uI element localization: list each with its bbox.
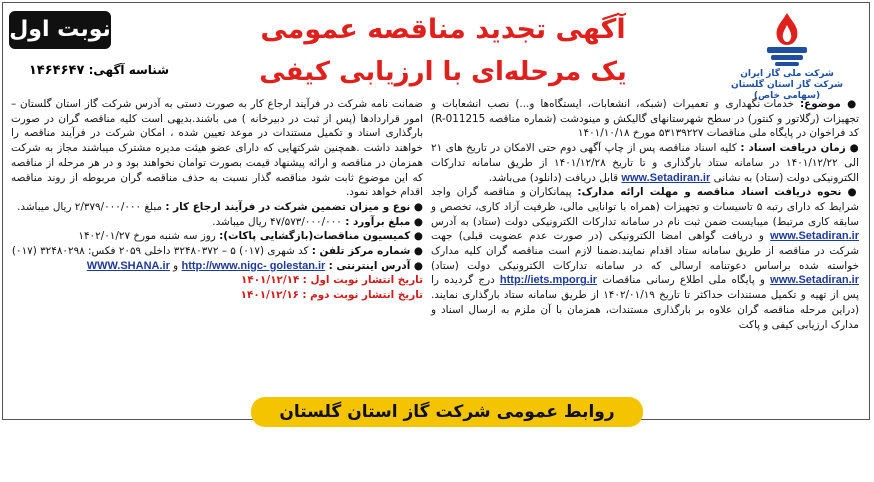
tender-advertisement [2,2,870,420]
commission-label: کمیسیون مناقصات(بازگشایی پاکات): [219,230,411,243]
pub2-label: تاریخ انتشار نوبت دوم : [302,289,423,302]
receive-text: کلیه اسناد مناقصه پس از چاپ آگهی دوم حتی الامکان در تاریخ های ۲۱ الی ۱۴۰۱/۱۲/۲۲ در سامانه ستاد بارگذاری و تا تاریخ ۱۴۰۱/۱۲/۲۸ از طریق سامانه تدارکات الکترونیکی دولت (ستاد) به نشانی [431,142,859,184]
iets-link[interactable]: http://iets.mporg.ir [499,274,598,287]
first-publication-badge: نوبت اول [9,11,111,49]
phone-text: کد شهری (۰۱۷) ۵ – ۳۲۴۸۰۳۷۲ داخلی ۲۰۵۹ فکس: ۳۲۴۸۰۲۹۸ (۰۱۷) [11,245,309,258]
title-line-2: یک مرحله‌ای با ارزیابی کیفی [259,57,627,87]
internet-and: و [173,259,179,272]
method-label: نحوه دریافت اسناد مناقصه و مهلت ارائه مدارک: [577,186,842,199]
commission-text: روز سه شنبه مورخ ۱۴۰۲/۰۱/۲۷ [78,230,216,243]
logo-company: شرکت گاز استان گلستان (سهامی خاص) [731,80,843,101]
estimate-item: ● مبلغ برآورد : ۴۷/۵۷۳/۰۰۰/۰۰۰ ریال میباشد. [212,215,423,228]
shana-link[interactable]: WWW.SHANA.ir [86,259,170,272]
method-text-2: و دریافت گواهی امضا الکترونیکی (در صورت عدم عضویت قبلی) جهت شرکت در مناقصه از طریق سامانه ستاد اقدام نمایند.ضمنا لازم است مناقصه گران کلیه مدارک خواسته شده براساس دعوتنامه ارسالی که در سامانه تدارکات الکترونیکی دولت (ستاد) [431,230,859,272]
pub1-date: ۱۴۰۱/۱۲/۱۴ [241,274,300,287]
right-column [431,97,859,332]
internet-label: آدرس اینترنتی : [328,259,411,272]
flame-logo-icon [761,11,813,69]
commission-item: ● کمیسیون مناقصات(بازگشایی پاکات): روز سه شنبه مورخ ۱۴۰۲/۰۱/۲۷ [78,230,423,243]
nigc-golestan-link[interactable]: http://www.nigc- golestan.ir [181,259,326,272]
internet-item: ● آدرس اینترنتی : http://www.nigc- golestan.ir و WWW.SHANA.ir [86,259,423,272]
method-text-4: درج گردیده را پس از تهیه و تکمیل مستندات حداکثر تا تاریخ ۱۴۰۲/۰۱/۱۹ از طریق سامانه ستاد بارگذاری نمایند. (دراین مرحله مناقصه گران علاوه بر بارگذاری مستندات، همزمان با آن ملزم به ارسال اسناد و مدارک ارزیابی کیفی و پاکت [431,274,859,331]
setadiran-link-2[interactable]: www.Setadiran.ir [770,230,859,243]
nigc-logo [717,11,857,101]
ad-id-label: شناسه آگهی: [88,63,169,77]
pub2-item [11,288,423,303]
guarantee-text: مبلغ ۲/۳۷۹/۰۰۰/۰۰۰ ریال میباشد. [17,200,163,213]
estimate-text: ۴۷/۵۷۳/۰۰۰/۰۰۰ ریال میباشد. [212,215,342,228]
subject-text: خدمات نگهداری و تعمیرات (شبکه، انشعابات، ایستگاه‌ها و...) نصب انشعابات و تجهیزات (رگلاتور و کنتور) در سطح شهرستانهای گالیکش و مینودشت (شماره مناقصه R-011215) کد فراخوان در پایگاه ملی مناقصات ۵۳۱۳۹۲۲۷ مورخ ۱۴۰۱/۱۰/۱۸ [431,98,859,140]
ad-id-value: ۱۴۶۴۶۴۷ [28,63,85,78]
guarantee-item: ● نوع و میزان تضمین شرکت در فرآیند ارجاع کار : مبلغ ۲/۳۷۹/۰۰۰/۰۰۰ ریال میباشد. [17,200,423,213]
left-column [11,97,423,303]
ad-id [9,63,169,83]
subject-label: موضوع: [800,98,841,110]
subject-item: ● موضوع: خدمات نگهداری و تعمیرات (شبکه، انشعابات، ایستگاه‌ها و...) نصب انشعابات و تجهیزات (رگلاتور و کنتور) در سطح شهرستانهای گالیکش و مینودشت (شماره مناقصه R-011215) کد فراخوان در پایگاه ملی مناقصات ۵۳۱۳۹۲۲۷ مورخ ۱۴۰۱/۱۰/۱۸ [431,98,859,140]
receive-tail: قابل دریافت (دانلود) می‌باشد. [488,171,619,184]
guarantee-label: نوع و میزان تضمین شرکت در فرآیند ارجاع کار : [165,200,411,213]
logo-name: شرکت ملی گاز ایران [740,69,834,79]
pub1-item [11,273,423,288]
receive-item: ● زمان دریافت اسناد : کلیه اسناد مناقصه پس از چاپ آگهی دوم حتی الامکان در تاریخ های ۲۱ الی ۱۴۰۱/۱۲/۲۲ در سامانه ستاد بارگذاری و تا تاریخ ۱۴۰۱/۱۲/۲۸ از طریق سامانه تدارکات الکترونیکی دولت (ستاد) به نشانی www.Setadiran.ir قابل دریافت (دانلود) می‌باشد. [431,142,859,184]
method-text-3: و پایگاه ملی اطلاع رسانی مناقصات [602,274,765,287]
title-line-1: آگهی تجدید مناقصه عمومی [260,14,626,45]
pub1-label: تاریخ انتشار نوبت اول : [302,274,423,287]
intro-paragraph: ضمانت نامه شرکت در فرآیند ارجاع کار به صورت دستی به آدرس شرکت گاز استان گلستان – امور قراردادها (پس از ثبت در دبیرخانه ) می باشند.بدیهی است کلیه مناقصه گران در صورت بارگذاری اسناد و تکمیل مستندات در موعد تعیین شده ، امکان شرکت در فرآیند مناقصه را خواهند داشت .همچنین شرکتهایی که دارای عضو هیئت مدیره مشترک میباشند مجاز به شرکت همزمان در مناقصه و ارائه پیشنهاد قیمت بصورت توامان نخواهند بود و در هر مرحله از مناقصه که این موضوع ثابت شود مناقصه گذار نسبت به حذف مناقصه گران مربوطه از روند مناقصه اقدام خواهد نمود. [11,98,423,199]
phone-label: شماره مرکز تلفن : [311,245,411,258]
estimate-label: مبلغ برآورد : [345,215,411,228]
setadiran-link[interactable]: www.Setadiran.ir [621,171,711,184]
public-relations-banner: روابط عمومی شرکت گاز استان گلستان [251,397,643,427]
receive-label: زمان دریافت اسناد : [740,142,846,155]
setadiran-link-3[interactable]: www.Setadiran.ir [770,274,859,287]
pub2-date: ۱۴۰۱/۱۲/۱۶ [240,289,299,302]
method-text: پیمانکاران و مناقصه گران واجد شرایط که دارای رتبه ۵ تاسیسات و تجهیزات (همراه با توانایی مالی، ظرفیت آزاد کاری، تخصص و سابقه کاری مرتبط) میبایست ضمن ثبت نام در سامانه تدارکات الکترونیکی دولت (ستاد) به آدرس [431,186,859,228]
method-item: ● نحوه دریافت اسناد مناقصه و مهلت ارائه مدارک: پیمانکاران و مناقصه گران واجد شرایط که دارای رتبه ۵ تاسیسات و تجهیزات (همراه با توانایی مالی، ظرفیت آزاد کاری، تخصص و سابقه کاری مرتبط) میبایست ضمن ثبت نام در سامانه تدارکات الکترونیکی دولت (ستاد) به آدرس www.Setadiran.ir و دریافت گواهی امضا الکترونیکی (در صورت عدم عضویت قبلی) جهت شرکت در مناقصه از طریق سامانه ستاد اقدام نمایند.ضمنا لازم است مناقصه گران کلیه مدارک خواسته شده براساس دعوتنامه ارسالی که در سامانه تدارکات الکترونیکی دولت (ستاد) www.Setadiran.ir و پایگاه ملی اطلاع رسانی مناقصات http://iets.mporg.ir درج گردیده را پس از تهیه و تکمیل مستندات حداکثر تا تاریخ ۱۴۰۲/۰۱/۱۹ از طریق سامانه ستاد بارگذاری نمایند. (دراین مرحله مناقصه گران علاوه بر بارگذاری مستندات، همزمان با آن ملزم به ارسال اسناد و مدارک ارزیابی کیفی و پاکت [431,186,860,331]
phone-item: ● شماره مرکز تلفن : کد شهری (۰۱۷) ۵ – ۳۲۴۸۰۳۷۲ داخلی ۲۰۵۹ فکس: ۳۲۴۸۰۲۹۸ (۰۱۷) [11,245,423,258]
